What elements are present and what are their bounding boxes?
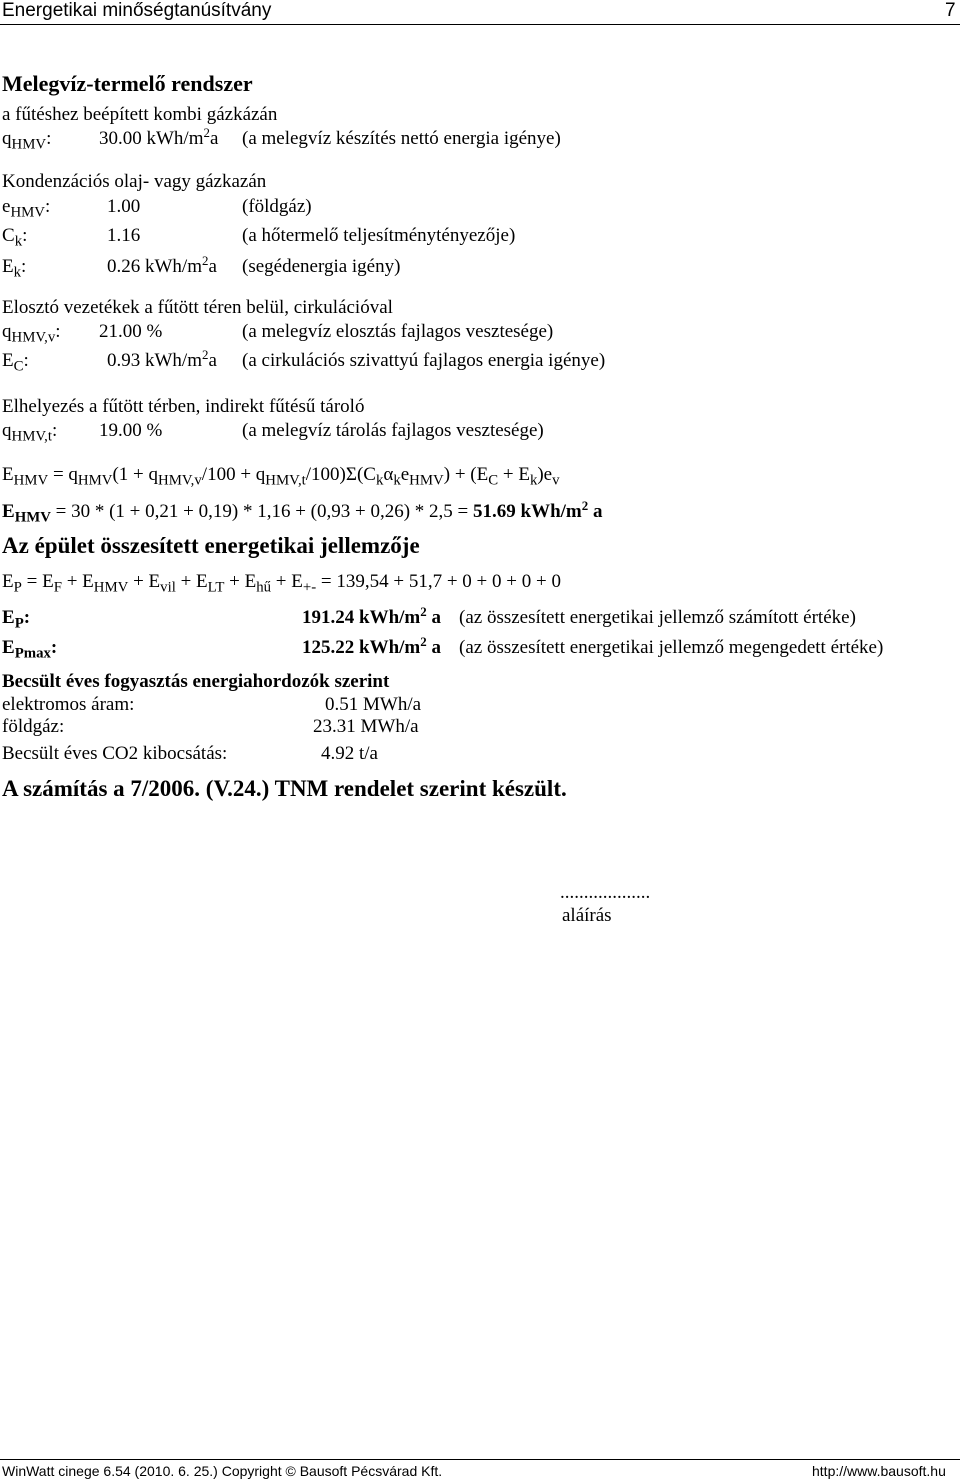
ek-desc: (segédenergia igény) [242,256,401,277]
header-divider [0,24,960,25]
q-hmv-label: $q_{HMV}$: [2,128,52,153]
document-title: Energetikai minőségtanúsítvány [2,0,272,21]
storage-desc: Elhelyezés a fűtött térben, indirekt fűtésű tároló [2,396,365,417]
consumption-heading: Becsült éves fogyasztás energiahordozók szerint [2,671,390,692]
ec-value: 0.93 kWh/$m^2a$ [107,346,217,371]
footer-divider [0,1459,960,1460]
epmax-desc: (az összesített energetikai jellemző megengedett értéke) [459,637,884,658]
signature-label: aláírás [562,905,612,926]
q-hmv-desc: (a melegvíz készítés nettó energia igénye) [242,128,561,149]
co2-value: 4.92 t/a [321,743,378,764]
ehmv-formula: $E_{HMV} = q_{HMV}(1 + q_{HMV,v}/100 + q_{HMV,t}/100)\Sigma(C_k\alpha_ke_{HMV}) + (E_C + E_k)e_v$ [2,464,560,489]
ep-label: $E_P$: [2,607,31,632]
footer-copyright: WinWatt cinege 6.54 (2010. 6. 25.) Copyright © Bausoft Pécsvárad Kft. [2,1463,443,1479]
regulation-statement: A számítás a 7/2006. (V.24.) TNM rendelet szerint készült. [2,776,567,801]
signature-line: ................... [560,882,651,903]
footer-website[interactable]: http://www.bausoft.hu [812,1463,946,1479]
summary-heading: Az épület összesített energetikai jellemzője [2,533,420,558]
ek-value: 0.26 kWh/$m^2a$ [107,252,217,277]
e-hmv-desc: (földgáz) [242,196,312,217]
q-hmv-t-desc: (a melegvíz tárolás fajlagos vesztesége) [242,420,544,441]
consumption-row-value: 0.51 MWh/a [325,694,422,715]
consumption-row-label: földgáz: [2,716,65,737]
ep-formula: $E_P = E_F + E_{HMV} + E_{vil} + E_{LT} + E_{hű} + E_{+-} = 139,54 + 51,7 + 0 + 0 + 0 + 0$ [2,571,561,596]
q-hmv-v-desc: (a melegvíz elosztás fajlagos vesztesége) [242,321,554,342]
consumption-row-label: elektromos áram: [2,694,135,715]
distribution-desc: Elosztó vezetékek a fűtött téren belül, cirkulációval [2,297,393,318]
ec-label: $E_C$: [2,350,29,375]
q-hmv-t-label: $q_{HMV,t}$: [2,420,58,445]
co2-label: Becsült éves CO2 kibocsátás: [2,743,228,764]
ec-desc: (a cirkulációs szivattyú fajlagos energia igénye) [242,350,606,371]
e-hmv-label: $e_{HMV}$: [2,196,51,221]
ck-desc: (a hőtermelő teljesítménytényezője) [242,225,516,246]
ehmv-calculation: $E_{HMV} = 30 * (1 + 0,21 + 0,19) * 1,16 + (0,93 + 0,26) * 2,5 = 51.69$ kWh/$m^2$ a [2,497,603,526]
ck-label: $C_k$: [2,225,28,250]
q-hmv-t-value: 19.00 % [99,420,163,441]
epmax-value: 125.22 kWh/$m^2$ a [302,633,441,658]
consumption-row-value: 23.31 MWh/a [313,716,419,737]
hot-water-heading: Melegvíz-termelő rendszer [2,71,253,96]
page-number: 7 [945,0,956,21]
ek-label: $E_k$: [2,256,27,281]
epmax-label: $E_{Pmax}$: [2,637,58,662]
e-hmv-value: 1.00 [107,196,141,217]
q-hmv-v-label: $q_{HMV,v}$: [2,321,61,346]
boiler-type: Kondenzációs olaj- vagy gázkazán [2,171,267,192]
ep-desc: (az összesített energetikai jellemző számított értéke) [459,607,856,628]
q-hmv-value: 30.00 kWh/$m^2a$ [99,124,219,149]
hot-water-source: a fűtéshez beépített kombi gázkázán [2,104,278,125]
q-hmv-v-value: 21.00 % [99,321,163,342]
ep-value: 191.24 kWh/$m^2$ a [302,603,441,628]
ck-value: 1.16 [107,225,141,246]
